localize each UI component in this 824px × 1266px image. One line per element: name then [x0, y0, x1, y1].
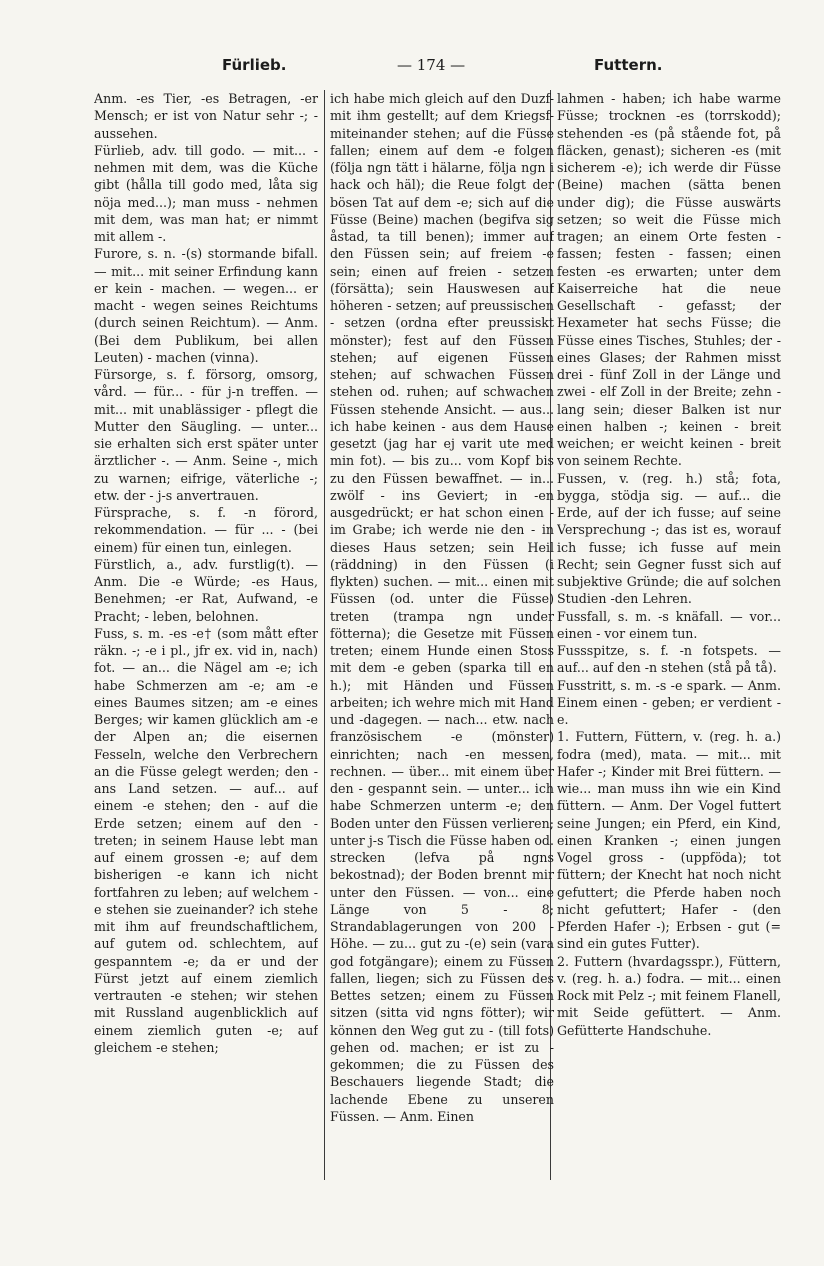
header-left-catchword: Fürlieb.: [222, 56, 287, 74]
entry-fursorge: Fürsorge, s. f. försorg, omsorg, vård. — für... - für j-n treffen. — mit... mit unablässiger - pflegt die Mutter den Säugling. — unter... sie erhalten sich erst später unter ärztlicher -. — Anm. Seine -, mich zu warnen; eifrige, väterliche -; etw. der - j-s anvertrauen.: [94, 367, 318, 503]
entry-furore: Furore, s. n. -(s) stormande bifall. — mit... mit seiner Erfindung kann er kein - machen. — wegen... er macht - wegen seines Reichtums (durch seinen Reichtum). — Anm. (Bei dem Publikum, bei allen Leuten) - machen (vinna).: [94, 246, 318, 365]
entry-paragraph: Anm. -es Tier, -es Betragen, -er Mensch; er ist von Natur sehr -; - aussehen.: [94, 91, 318, 141]
column-right: [557, 90, 781, 1190]
entry-fussen: Fussen, v. (reg. h.) stå; fota, bygga, stödja sig. — auf... die Erde, auf der ich fusse; auf seine Versprechung -; das ist es, worauf ich fusse; ich fusse auf mein Recht; sein Gegner fusst sich auf subjektive Gründe; die auf solchen Studien -den Lehren.: [557, 470, 781, 607]
entry-fussspitze: Fussspitze, s. f. -n fotspets. — auf... auf den -n stehen (stå på tå).: [557, 643, 781, 676]
entry-furstlich: Fürstlich, a., adv. furstlig(t). — Anm. Die -e Würde; -es Haus, Benehmen; -er Rat, Aufwand, -e Pracht; - leben, belohnen.: [94, 556, 318, 624]
header-right-catchword: Futtern.: [594, 56, 663, 74]
entry-fusstritt: Fusstritt, s. m. -s -e spark. — Anm. Einem einen - geben; er verdient -e.: [557, 677, 781, 727]
page-number: — 174 —: [397, 56, 466, 74]
entry-furlieb: Fürlieb, adv. till godo. — mit... - nehmen mit dem, was die Küche gibt (hålla till godo med, låta sig nöja med...); man muss - nehmen mit dem, was man hat; er nimmt mit allem -.: [94, 142, 318, 244]
entry-paragraph: ich habe mich gleich auf den Duzf- mit ihm gestellt; auf dem Kriegsf- miteinander stehen; auf die Füsse fallen; einem auf dem -e folgen (följa ngn tätt i hälarne, följa ngn i hack och häl); die Reue folgt der bösen Tat auf dem -e; sich auf die Füsse (Beine) machen (begifva sig åstad, ta till benen); immer auf den Füssen sein; auf freiem -e sein; einen auf freien - setzen (försätta); sein Hauswesen auf höheren - setzen; auf preussischen - setzen (ordna efter preussiskt mönster); fest auf den Füssen stehen; auf eigenen Füssen stehen; auf schwachen Füssen stehen od. ruhen; auf schwachen Füssen stehende Ansicht. — aus... ich habe keinen - aus dem Hause gesetzt (jag har ej varit ute med min fot). — bis zu... vom Kopf bis zu den Füssen bewaffnet. — in... zwölf - ins Geviert; in -en ausgedrückt; er hat schon einen - im Grabe; ich werde nie den - in dieses Haus setzen; sein Heil (räddning) in den Füssen (i flykten) suchen. — mit... einen mit Füssen (od. unter die Füsse) treten (trampa ngn under fötterna); die Gesetze mit Füssen treten; einem Hunde einen Stoss mit dem -e geben (sparka till en h.); mit Händen und Füssen arbeiten; ich wehre mich mit Hand und -dagegen. — nach... etw. nach französischem -e (mönster) einrichten; nach -en messen, rechnen. — über... mit einem über den - gespannt sein. — unter... ich habe Schmerzen unterm -e; den Boden unter den Füssen verlieren; unter j-s Tisch die Füsse haben od. strecken (lefva på ngns bekostnad); der Boden brennt mir unter den Füssen. — von... eine Länge von 5 - 8; Strandablagerungen von 200 - Höhe. — zu... gut zu -(e) sein (vara god fotgängare); einem zu Füssen fallen, liegen; sich zu Füssen des Bettes setzen; einem zu Füssen sitzen (sitta vid ngns fötter); wir können den Weg gut zu - (till fots) gehen od. machen; er ist zu - gekommen; die zu Füssen des Beschauers liegende Stadt; die lachende Ebene zu unseren Füssen. — Anm. Einen: [330, 91, 554, 1124]
entry-fursprache: Fürsprache, s. f. -n förord, rekommendation. — für ... - (bei einem) für einen tun, einlegen.: [94, 505, 318, 555]
entry-futtern-1: 1. Futtern, Füttern, v. (reg. h. a.) fodra (med), mata. — mit... mit Hafer -; Kinder mit Brei füttern. — wie... man muss ihn wie ein Kind füttern. — Anm. Der Vogel futtert seine Jungen; ein Pferd, ein Kind, einen Kranken -; einen jungen Vogel gross - (uppföda); tot füttern; der Knecht hat noch nicht gefuttert; die Pferde haben noch nicht gefuttert; Hafer - (den Pferden Hafer -); Erbsen - gut (= sind ein gutes Futter).: [557, 729, 781, 952]
entry-fuss: Fuss, s. m. -es -e† (som mått efter räkn. -; -e i pl., jfr ex. vid in, nach) fot. — an... die Nägel am -e; ich habe Schmerzen am -e; am -e eines Baumes sitzen; am -e eines Berges; wir kamen glücklich am -e der Alpen an; die eisernen Fesseln, welche den Verbrechern an die Füsse gelegt werden; den - ans Land setzen. — auf... auf einem -e stehen; den - auf die Erde setzen; einem auf den - treten; in seinem Hause lebt man auf einem grossen -e; auf dem bisherigen -e kann ich nicht fortfahren zu leben; auf welchem -e stehen sie zueinander? ich stehe mit ihm auf freundschaftlichem, auf gutem od. schlechtem, auf gespanntem -e; da er und der Fürst jetzt auf einem ziemlich vertrauten -e stehen; wir stehen mit Russland augenblicklich auf einem ziemlich guten -e; auf gleichem -e stehen;: [94, 625, 318, 1055]
column-divider: [324, 90, 325, 1180]
entry-futtern-2: 2. Futtern (hvardagsspr.), Füttern, v. (reg. h. a.) fodra. — mit... einen Rock mit Pelz -; mit feinem Flanell, mit Seide gefüttert. — Anm. Gefütterte Handschuhe.: [557, 953, 781, 1038]
entry-fussfall: Fussfall, s. m. -s knäfall. — vor... einen - vor einem tun.: [557, 608, 781, 641]
column-middle: [330, 90, 554, 1190]
entry-paragraph: lahmen - haben; ich habe warme Füsse; trocknen -es (torrskodd); stehenden -es (på stående fot, på fläcken, genast); sicheren -es (mit sicherem -e); ich werde dir Füsse (Beine) machen (sätta benen under dig); die Füsse auswärts setzen; so weit die Füsse mich tragen; an einem Orte festen - fassen; festen - fassen; einen festen -es erwarten; unter dem Kaiserreiche hat die neue Gesellschaft - gefasst; der Hexameter hat sechs Füsse; die Füsse eines Tisches, Stuhles; der - eines Glases; der Rahmen misst drei - fünf Zoll in der Länge und zwei - elf Zoll in der Breite; zehn - lang sein; dieser Balken ist nur einen halben -; keinen - breit weichen; er weicht keinen - breit von seinem Rechte.: [557, 91, 781, 469]
column-left: [94, 90, 318, 1190]
